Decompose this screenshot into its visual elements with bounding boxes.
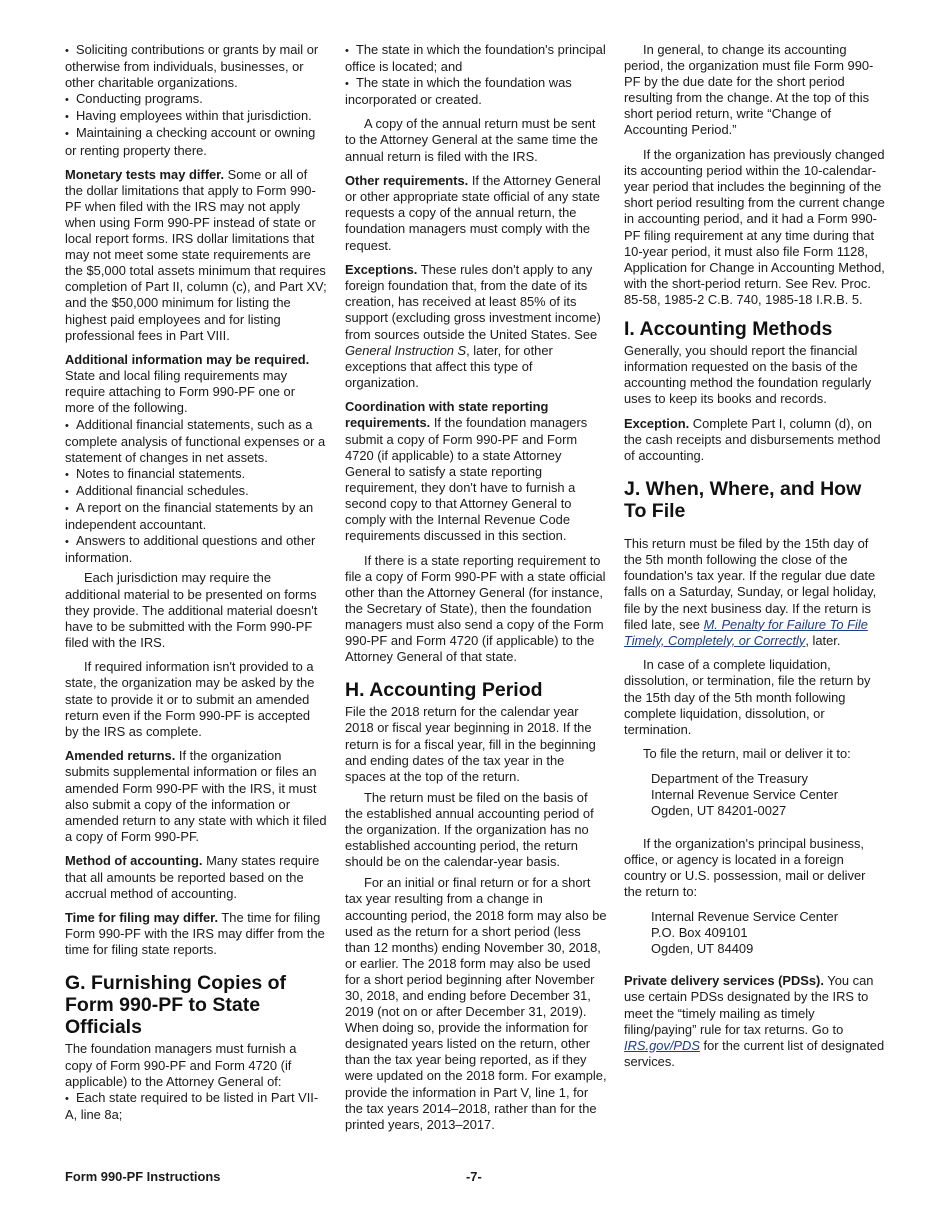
paragraph: This return must be filed by the 15th day of the 5th month following the close of the foundation's tax year. If the regular due date falls on a Saturday, Sunday, or legal holiday, file by the next business day. If the return is filed late, see M. Penalty for Failure To File Timely, Completely, or Correctly, later. bbox=[624, 536, 877, 648]
section-j-heading: J. When, Where, and How To File bbox=[624, 478, 862, 523]
list-item: • Additional financial statements, such as a complete analysis of functional expenses or a statement of changes in net assets. bbox=[65, 417, 327, 466]
paragraph: Generally, you should report the financial information requested on the basis of the accounting method the foundation regularly uses to keep its books and records. bbox=[624, 343, 872, 407]
exception-paragraph: Exception. Complete Part I, column (d), on the cash receipts and disbursements method of accounting. bbox=[624, 415, 881, 464]
run-in-heading: Time for filing may differ. bbox=[65, 910, 219, 926]
additional-info-paragraph: Additional information may be required. State and local filing requirements may require attaching to Form 990-PF one or more of the following. bbox=[65, 352, 310, 416]
list-item: • Notes to financial statements. bbox=[65, 466, 327, 483]
list-item: • Soliciting contributions or grants by mail or otherwise from individuals, businesses, or other charitable organizations. bbox=[65, 42, 327, 91]
paragraph: If required information isn't provided to a state, the organization may be asked by the state to provide it or to submit an amended return even if the Form 990-PF is accepted by the IRS as complete. bbox=[65, 659, 315, 739]
amended-returns-paragraph: Amended returns. If the organization submits supplemental information or files an amended Form 990-PF with the IRS, it must also submit a copy of the information or amended return to any state with which it filed a copy of Form 990-PF. bbox=[65, 748, 327, 844]
paragraph: For an initial or final return or for a short tax year resulting from a change in accounting period, the 2018 form may also be used as the return for a short period (less than 12 months) ending November 30, 2018, or earlier. The 2018 form may also be used for a short period beginning after November 30, 2018, and ending before December 31, 2019 (not on or after December 31, 2019). When doing so, provide the information for designated years listed on the return, other than the tax year being reported, as if they were updated on the 2018 form. For example, provide the information in Part V, line 1, for the tax years 2014–2018, rather than for the printed years, 2013–2017. bbox=[345, 875, 607, 1132]
section-g-heading: G. Furnishing Copies of Form 990-PF to State Officials bbox=[65, 972, 286, 1039]
coordination-paragraph: Coordination with state reporting requirements. If the foundation managers submit a copy of Form 990-PF and Form 4720 (if applicable) to a state Attorney General to satisfy a state reporting requirement, they don't have to furnish a second copy to that Attorney General to comply with the Internal Revenue Code requirements discussed in this section. bbox=[345, 399, 588, 544]
paragraph: Each jurisdiction may require the additional material to be presented on forms they provide. The additional material doesn't have to be submitted with the Form 990-PF filed with the IRS. bbox=[65, 570, 318, 650]
pds-paragraph: Private delivery services (PDSs). You can use certain PDSs designated by the IRS to meet the “timely mailing as timely filing/paying” rule for tax returns. Go to IRS.gov/PDS for the current list of designated services. bbox=[624, 973, 885, 1069]
list-item: • Maintaining a checking account or owning or renting property there. bbox=[65, 125, 327, 158]
paragraph: In case of a complete liquidation, dissolution, or termination, file the return by the 15th day of the 5th month following complete liquidation, dissolution, or termination. bbox=[624, 657, 871, 737]
paragraph: In general, to change its accounting period, the organization must file Form 990-PF by the due date for the short period resulting from the change. At the top of this short period return, write “Change of Accounting Period.” bbox=[624, 42, 874, 138]
paragraph: File the 2018 return for the calendar year 2018 or fiscal year beginning in 2018. If the return is for a fiscal year, fill in the beginning and ending dates of the tax year in the spaces at the top of the return. bbox=[345, 704, 596, 784]
run-in-heading: Additional information may be required. bbox=[65, 352, 310, 368]
section-i-heading: I. Accounting Methods bbox=[624, 318, 833, 340]
exceptions-paragraph: Exceptions. These rules don't apply to any foreign foundation that, from the date of its creation, has received at least 85% of its support (excluding gross investment income) from sources outside the United States. See General Instruction S, later, for other exceptions that affect this type of organization. bbox=[345, 262, 601, 390]
paragraph: A copy of the annual return must be sent to the Attorney General at the same time the annual return is filed with the IRS. bbox=[345, 116, 598, 164]
irs-pds-link[interactable]: IRS.gov/PDS bbox=[624, 1037, 700, 1053]
section-h-heading: H. Accounting Period bbox=[345, 679, 543, 702]
page-number: -7- bbox=[466, 1169, 482, 1184]
run-in-heading: Private delivery services (PDSs). bbox=[624, 973, 824, 989]
monetary-tests-paragraph: Monetary tests may differ. Some or all of the dollar limitations that apply to Form 990-PF when filed with the IRS may not apply when using Form 990-PF instead of state or local report forms. IRS dollar limitations that may not meet some state requirements are the $5,000 total assets minimum that requires completion of Part II, column (c), and Part XV; and the $50,000 minimum for listing the highest paid employees and for listing professional fees in Part VIII. bbox=[65, 166, 327, 343]
paragraph: The foundation managers must furnish a copy of Form 990-PF and Form 4720 (if applicable) to the Attorney General of: bbox=[65, 1041, 297, 1089]
mailing-address: Department of the Treasury Internal Revenue Service Center Ogden, UT 84201-0027 bbox=[651, 770, 839, 819]
method-of-accounting-paragraph: Method of accounting. Many states require that all amounts be reported based on the accrual method of accounting. bbox=[65, 853, 320, 901]
column-right bbox=[624, 42, 886, 1078]
list-item: • Having employees within that jurisdiction. bbox=[65, 108, 327, 125]
list-item: • Answers to additional questions and other information. bbox=[65, 533, 327, 566]
run-in-heading: Exceptions. bbox=[345, 262, 418, 278]
paragraph: The return must be filed on the basis of the established annual accounting period of the organization. If the organization has no established accounting period, the return should be on the calendar-year basis. bbox=[345, 789, 594, 870]
footer-form-title: Form 990-PF Instructions bbox=[65, 1169, 221, 1184]
time-for-filing-paragraph: Time for filing may differ. The time for filing Form 990-PF with the IRS may differ from the time for filing state reports. bbox=[65, 910, 325, 958]
foreign-mailing-address: Internal Revenue Service Center P.O. Box 409101 Ogden, UT 84409 bbox=[651, 908, 839, 956]
list-item: • Each state required to be listed in Part VII-A, line 8a; bbox=[65, 1090, 327, 1123]
list-item: • Additional financial schedules. bbox=[65, 483, 327, 500]
paragraph: If the organization's principal business, office, or agency is located in a foreign country or U.S. possession, mail or deliver the return to: bbox=[624, 835, 866, 899]
run-in-heading: Exception. bbox=[624, 415, 690, 431]
cross-reference: General Instruction S bbox=[345, 342, 467, 358]
column-middle bbox=[345, 42, 607, 1141]
paragraph: To file the return, mail or deliver it to: bbox=[643, 746, 851, 762]
run-in-heading: Method of accounting. bbox=[65, 853, 203, 869]
penalty-link[interactable]: M. Penalty for Failure To File Timely, Completely, or Correctly bbox=[624, 616, 868, 648]
run-in-heading: Monetary tests may differ. bbox=[65, 166, 225, 182]
list-item: • Conducting programs. bbox=[65, 91, 327, 108]
paragraph: If there is a state reporting requirement to file a copy of Form 990-PF with a state official other than the Attorney General (for instance, the Secretary of State), then the foundation managers must also send a copy of the Form 990-PF and Form 4720 (if applicable) to the Attorney General of that state. bbox=[345, 552, 606, 665]
run-in-heading: Coordination with state reporting requirements. bbox=[345, 399, 549, 431]
list-item: • The state in which the foundation was incorporated or created. bbox=[345, 75, 607, 108]
run-in-heading: Amended returns. bbox=[65, 748, 176, 764]
other-requirements-paragraph: Other requirements. If the Attorney General or other appropriate state official of any state requests a copy of the annual return, the foundation managers must comply with the request. bbox=[345, 173, 601, 253]
paragraph: If the organization has previously changed its accounting period within the 10-calendar-year period that includes the beginning of the short period resulting from the current change in accounting period, and it had a Form 990-PF filing requirement at any time during that 10-year period, it must also file Form 1128, Application for Change in Accounting Method, with the short-period return. See Rev. Proc. 85-58, 1985-2 C.B. 740, 1985-18 I.R.B. 5. bbox=[624, 147, 885, 307]
list-item: • The state in which the foundation's principal office is located; and bbox=[345, 42, 607, 75]
run-in-heading: Other requirements. bbox=[345, 173, 469, 189]
column-left bbox=[65, 42, 327, 1123]
list-item: • A report on the financial statements by an independent accountant. bbox=[65, 500, 327, 533]
